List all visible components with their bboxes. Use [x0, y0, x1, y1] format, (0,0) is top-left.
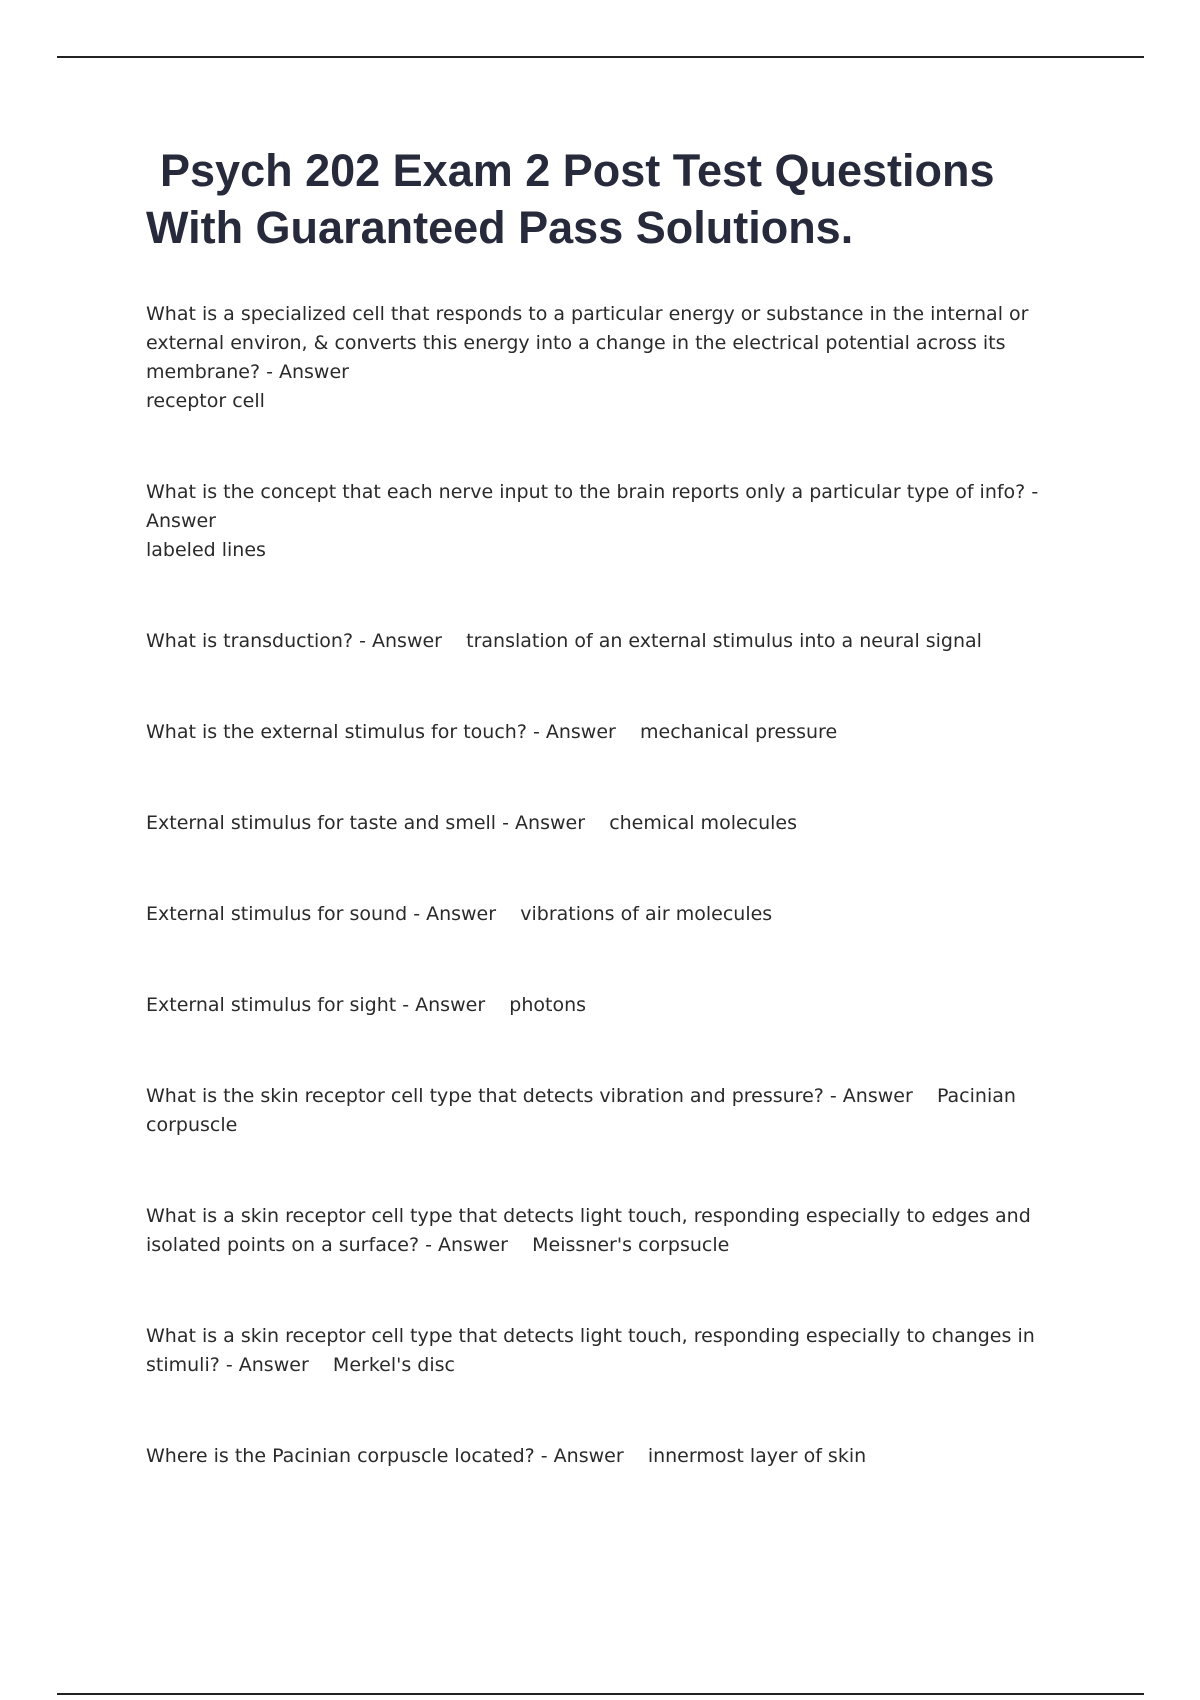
question-text: External stimulus for sight — [146, 994, 397, 1016]
answer-text: labeled lines — [146, 539, 266, 561]
answer-text: Pacinian corpuscle — [146, 1085, 1016, 1136]
answer-text: photons — [509, 994, 587, 1016]
answer-text: vibrations of air molecules — [520, 903, 773, 925]
answer-text: Merkel's disc — [332, 1354, 455, 1376]
question-text: Where is the Pacinian corpuscle located? — [146, 1445, 535, 1467]
answer-label: - Answer — [225, 1354, 309, 1376]
document-body — [146, 142, 1076, 1471]
top-rule — [57, 56, 1144, 58]
question-text: What is a specialized cell that responds to a particular energy or substance in the internal or external environ, & converts this energy into a change in the electrical potential across its membrane? — [146, 303, 1029, 383]
question-text: What is transduction? — [146, 630, 354, 652]
bottom-rule — [57, 1693, 1144, 1695]
answer-label: - Answer — [413, 903, 497, 925]
answer-text: Meissner's corpsucle — [532, 1234, 730, 1256]
qa-item — [146, 1202, 1076, 1260]
question-text: What is the concept that each nerve input to the brain reports only a particular type of info? — [146, 481, 1026, 503]
answer-label: - Answer — [532, 721, 616, 743]
answer-label: - Answer — [266, 361, 349, 383]
qa-item — [146, 718, 1076, 747]
question-text: What is the external stimulus for touch? — [146, 721, 527, 743]
answer-label: - Answer — [829, 1085, 913, 1107]
answer-text: receptor cell — [146, 390, 265, 412]
answer-label: - Answer — [402, 994, 486, 1016]
qa-item — [146, 991, 1076, 1020]
answer-text: chemical molecules — [609, 812, 798, 834]
answer-label: - Answer — [359, 630, 442, 652]
answer-text: translation of an external stimulus into a neural signal — [466, 630, 982, 652]
question-text: What is the skin receptor cell type that detects vibration and pressure? — [146, 1085, 824, 1107]
question-text: External stimulus for sound — [146, 903, 408, 925]
qa-item — [146, 300, 1076, 416]
answer-text: mechanical pressure — [640, 721, 838, 743]
question-text: What is a skin receptor cell type that detects light touch, responding especially to edges and isolated points on a surface? — [146, 1205, 1031, 1256]
document-title: Psych 202 Exam 2 Post Test Questions With Guaranteed Pass Solutions. — [146, 145, 995, 253]
answer-label: - Answer — [540, 1445, 624, 1467]
answer-label: - Answer — [502, 812, 586, 834]
qa-item — [146, 809, 1076, 838]
qa-item — [146, 900, 1076, 929]
question-text: External stimulus for taste and smell — [146, 812, 497, 834]
qa-item — [146, 1442, 1076, 1471]
answer-text: innermost layer of skin — [647, 1445, 867, 1467]
answer-label: - Answer — [146, 481, 1039, 532]
qa-item — [146, 1082, 1076, 1140]
qa-item — [146, 1322, 1076, 1380]
qa-list — [146, 300, 1076, 1471]
qa-item — [146, 478, 1076, 565]
question-text: What is a skin receptor cell type that detects light touch, responding especially to changes in stimuli? — [146, 1325, 1035, 1376]
answer-label: - Answer — [425, 1234, 508, 1256]
qa-item — [146, 627, 1076, 656]
